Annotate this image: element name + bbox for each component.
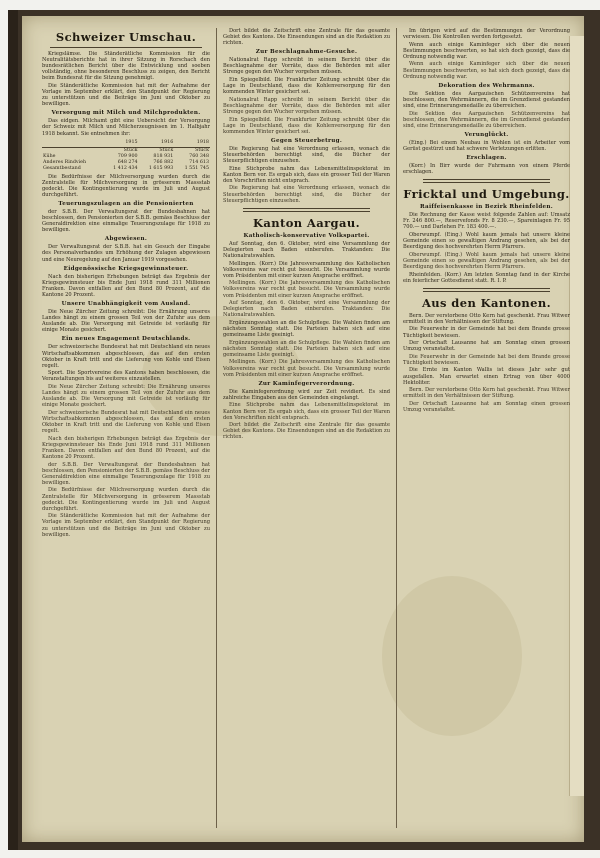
table-cell: 1 412 434 bbox=[113, 165, 138, 171]
article-heading: Zur Beschlagnahme-Gesuche. bbox=[255, 49, 358, 56]
table-unit: Stück bbox=[123, 147, 138, 153]
article-heading: Verunglückt. bbox=[464, 131, 509, 138]
table-cell: 709 900 bbox=[117, 153, 138, 159]
article-heading: Ein neues Engagement Deutschlands. bbox=[61, 336, 191, 343]
table-cell: 818 931 bbox=[153, 153, 174, 159]
article-paragraph: Die Regierung hat eine Verordnung erlassen, wonach die Steuerbehörden berechtigt sind, die Bücher der Steuerpflichtigen einzusehen. bbox=[223, 185, 390, 204]
article-paragraph: Die Rechnung der Kasse weist folgende Zahlen auf: Umsatz Fr. 246 800.—, Reservefonds Fr. 8 230.—, Spareinlagen Fr. 95 700.— und Darlehen Fr. 183 400.—. bbox=[403, 212, 570, 231]
book-cover bbox=[8, 10, 600, 850]
table-unit: Stück bbox=[159, 147, 174, 153]
table-cell: 760 348 bbox=[189, 153, 209, 159]
article-paragraph: Rheinfelden. (Korr.) Am letzten Sonntag fand in der Kirche ein feierlicher Gottesdienst statt. R. I. P. bbox=[403, 271, 570, 284]
table-cell: Anderes Rindvieh bbox=[43, 159, 87, 165]
article-paragraph: Mellingen. (Korr.) Die Jahresversammlung des Katholischen Volksvereins war recht gut besucht. Die Versammlung wurde vom Präsidenten mit einer kurzen Ansprache eröffnet. bbox=[223, 260, 390, 279]
book-spine bbox=[8, 10, 18, 850]
milk-table bbox=[42, 139, 210, 172]
table-header: 1915 bbox=[103, 139, 139, 148]
article-paragraph: Die Bedürfnisse der Milchversorgung wurden durch die Zentralstelle für Milchversorgung in grösserem Massstab gedeckt. Die Kontingentierung wurde im Juli und August durchgeführt. bbox=[42, 487, 210, 512]
article-paragraph: Die Neue Zürcher Zeitung schreibt: Die Ernährung unseres Landes hängt zu einem grossen Teil von der Zufuhr aus dem Auslande ab. Die Versorgung mit Getreide ist vorläufig für einige Monate gesichert. bbox=[42, 309, 210, 334]
columns bbox=[36, 28, 576, 828]
article-heading: Abgewiesen. bbox=[104, 236, 148, 243]
article-paragraph: Die Bedürfnisse der Milchversorgung wurden durch die Zentralstelle für Milchversorgung in grösserem Massstab gedeckt. Die Kontingentierung wurde im Juli und August durchgeführt. bbox=[42, 173, 210, 198]
article-heading: Versorgung mit Milch und Milchprodukten. bbox=[51, 110, 201, 117]
divider bbox=[243, 208, 370, 212]
article-paragraph: Bern. Der verstorbene Otto Kern hat geschenkt. Frau Witwer ermittelt in den Verhältnissen der Stiftung. bbox=[403, 312, 570, 325]
table-cell: Gesamtbestand bbox=[43, 165, 81, 171]
article-paragraph: der S.B.B. Der Verwaltungsrat der Bundesbahnen hat beschlossen, den Pensionierten der S.B.B. gemäss Beschluss der Generaldirektion eine einmalige Teuerungszulage für 1918 zu bewilligen. bbox=[42, 209, 210, 234]
article-paragraph: Nach den bisherigen Erhebungen beträgt das Ergebnis der Kriegsgewinnsteuer bis Ende Juni 1918 rund 311 Millionen Franken. Davon entfallen auf den Bund 80 Prozent, auf die Kantone 20 Prozent. bbox=[42, 435, 210, 460]
table-header: 1916 bbox=[139, 139, 175, 148]
divider bbox=[423, 288, 550, 292]
article-heading: Unsere Unabhängigkeit vom Ausland. bbox=[61, 301, 191, 308]
table-header bbox=[42, 139, 103, 148]
article-paragraph: der S.B.B. Der Verwaltungsrat der Bundesbahnen hat beschlossen, den Pensionierten der S.B.B. gemäss Beschluss der Generaldirektion eine einmalige Teuerungszulage für 1918 zu bewilligen. bbox=[42, 461, 210, 486]
article-paragraph: Die Feuerwehr in der Gemeinde hat bei dem Brande grosse Tüchtigkeit bewiesen. bbox=[403, 353, 570, 366]
article-paragraph: Auf Sonntag, den 6. Oktober, wird eine Versammlung der Delegierten nach Baden einberufen. Traktanden: Die Nationalratswahlen. bbox=[223, 300, 390, 319]
newspaper-page bbox=[22, 16, 584, 842]
article-paragraph: (Korr.) In Birr wurde der Fuhrmann von einem Pferde erschlagen. bbox=[403, 163, 570, 176]
article-paragraph: (Eing.) Bei einem Neubau in Wohlen ist ein Arbeiter vom Gerüst gestürzt und hat schwere Verletzungen erlitten. bbox=[403, 139, 570, 152]
article-paragraph: Nationalrat Rapp schreibt in seinem Bericht über die Beschlagnahme der Vorräte, dass die Behörden mit aller Strenge gegen den Wucher vorgehen müssen. bbox=[223, 57, 390, 76]
article-paragraph: Dort bildet die Zeitschrift eine Zentrale für das gesamte Gebiet des Kantons. Die Einsendungen sind an die Redaktion zu richten. bbox=[223, 422, 390, 441]
article-paragraph: Der schweizerische Bundesrat hat mit Deutschland ein neues Wirtschaftsabkommen abgeschlossen, das auf den ersten Oktober in Kraft tritt und die Lieferung von Kohle und Eisen regelt. bbox=[42, 409, 210, 435]
article-paragraph: Die Kaminfegerordnung wird zur Zeit revidiert. Es sind zahlreiche Eingaben aus den Gemeinden eingelangt. bbox=[223, 388, 390, 401]
article-paragraph: Nach den bisherigen Erhebungen beträgt das Ergebnis der Kriegsgewinnsteuer bis Ende Juni 1918 rund 311 Millionen Franken. Davon entfallen auf den Bund 80 Prozent, auf die Kantone 20 Prozent. bbox=[42, 273, 210, 298]
article-paragraph: Das eidgen. Milchamt gibt eine Uebersicht der Versorgung der Schweiz mit Milch und Milcherzeugnissen im 1. Halbjahr 1918 bekannt. Sie entnehmen ihr: bbox=[42, 118, 210, 137]
article-paragraph: Die Regierung hat eine Verordnung erlassen, wonach die Steuerbehörden berechtigt sind, die Bücher der Steuerpflichtigen einzusehen. bbox=[223, 145, 390, 165]
article-paragraph: Die Neue Zürcher Zeitung schreibt: Die Ernährung unseres Landes hängt zu einem grossen Teil von der Zufuhr aus dem Auslande ab. Die Versorgung mit Getreide ist vorläufig für einige Monate gesichert. bbox=[42, 383, 210, 409]
article-paragraph: Nationalrat Rapp schreibt in seinem Bericht über die Beschlagnahme der Vorräte, dass die Behörden mit aller Strenge gegen den Wucher vorgehen müssen. bbox=[223, 96, 390, 116]
article-paragraph: Der Ortschaft Lausanne hat am Sonntag einen grossen Umzug veranstaltet. bbox=[403, 400, 570, 414]
divider bbox=[50, 47, 202, 48]
article-paragraph: Oberwumpf. (Eing.) Wohl kaum jemals hat unsere kleine Gemeinde einen so gewaltigen Andrang gesehen, als bei der Beerdigung des hochverehrten Herrn Pfarrers. bbox=[403, 251, 570, 270]
article-heading: Teuerungszulagen an die Pensionierten bbox=[58, 201, 194, 207]
article-paragraph: Ergänzungswahlen an die Schulpflege. Die Wahlen finden am nächsten Sonntag statt. Die Parteien haben sich auf eine gemeinsame Liste geeinigt. bbox=[223, 339, 390, 358]
article-paragraph: Die Sektion des Aargauischen Schützenvereins hat beschlossen, den Wehrmännern, die im Grenzdienst gestanden sind, eine Erinnerungsmedaille zu überreichen. bbox=[403, 110, 570, 129]
article-paragraph: Auf Sonntag, den 6. Oktober, wird eine Versammlung der Delegierten nach Baden einberufen. Traktanden: Die Nationalratswahlen. bbox=[223, 240, 390, 259]
column-3 bbox=[396, 28, 576, 828]
article-paragraph: Die Sektion des Aargauischen Schützenvereins hat beschlossen, den Wehrmännern, die im Grenzdienst gestanden sind, eine Erinnerungsmedaille zu überreichen. bbox=[403, 90, 570, 109]
article-paragraph: Eine Stichprobe nahm das Lebensmittelinspektorat im Kanton Bern vor. Es ergab sich, dass ein grosser Teil der Waren den Vorschriften nicht entsprach. bbox=[223, 402, 390, 421]
article-paragraph: Ergänzungswahlen an die Schulpflege. Die Wahlen finden am nächsten Sonntag statt. Die Parteien haben sich auf eine gemeinsame Liste geeinigt. bbox=[223, 319, 390, 339]
table-cell: Kühe bbox=[43, 153, 56, 159]
article-paragraph: Die Ständerätliche Kommission hat mit der Aufnahme der Vorlage im September erklärt, den Standpunkt der Regierung zu unterstützen und die Beiträge im Juni und Oktober zu bewilligen. bbox=[42, 513, 210, 538]
section-title-schweizer-umschau: Schweizer Umschau. bbox=[55, 30, 197, 44]
article-paragraph: Im übrigen wird auf die Bestimmungen der Verordnung verwiesen. Die Kontrollen werden fortgesetzt. bbox=[403, 28, 570, 41]
table-unit: Stück bbox=[195, 147, 209, 153]
table-row bbox=[42, 166, 210, 172]
article-paragraph: Sport. Die Sportvereine des Kantons haben beschlossen, die Veranstaltungen bis auf weiteres einzustellen. bbox=[42, 370, 210, 383]
article-paragraph: Der Verwaltungsrat der S.B.B. hat ein Gesuch der Eingabe des Personalverbandes um Erhöhung der Zulagen abgewiesen und eine Neuregelung auf den Januar 1919 vorgesehen. bbox=[42, 244, 210, 263]
article-paragraph: Eine Stichprobe nahm das Lebensmittelinspektorat im Kanton Bern vor. Es ergab sich, dass ein grosser Teil der Waren den Vorschriften nicht entsprach. bbox=[223, 165, 390, 184]
section-title-kanton-aargau: Kanton Aargau. bbox=[252, 215, 361, 230]
article-heading: Eidgenössische Kriegsgewinnsteuer. bbox=[63, 265, 189, 272]
divider bbox=[423, 179, 550, 183]
table-cell: 1 615 993 bbox=[148, 165, 174, 171]
article-heading: Gegen Steuerbetrug. bbox=[270, 137, 343, 144]
article-paragraph: Die Ständerätliche Kommission hat mit der Aufnahme der Vorlage im September erklärt, den Standpunkt der Regierung zu unterstützen und die Beiträge im Juni und Oktober zu bewilligen. bbox=[42, 82, 210, 108]
article-heading: Erschlagen. bbox=[466, 155, 507, 161]
section-title-aus-den-kantonen: Aus den Kantonen. bbox=[421, 295, 552, 310]
table-cell: 766 882 bbox=[153, 159, 174, 165]
table-header: 1918 bbox=[174, 139, 210, 148]
table-cell: 648 274 bbox=[117, 159, 138, 165]
article-heading: Katholisch-konservative Volkspartei. bbox=[243, 232, 370, 239]
column-2 bbox=[216, 28, 396, 828]
article-paragraph: Wenn auch einige Kaminfeger sich über die neuen Bestimmungen beschwerten, so hat sich doch gezeigt, dass die Ordnung notwendig war. bbox=[403, 41, 570, 60]
table-cell: 1 551 745 bbox=[184, 165, 209, 171]
article-paragraph: Der schweizerische Bundesrat hat mit Deutschland ein neues Wirtschaftsabkommen abgeschlossen, das auf den ersten Oktober in Kraft tritt und die Lieferung von Kohle und Eisen regelt. bbox=[42, 344, 210, 369]
article-paragraph: Ein Spiegelbild. Die Frankfurter Zeitung schreibt über die Lage in Deutschland, dass die Kohlenversorgung für den kommenden Winter gesichert sei. bbox=[223, 77, 390, 96]
article-heading: Raiffeisenkasse in Bezirk Rheinfelden. bbox=[419, 204, 554, 211]
section-title-fricktal: Fricktal und Umgebung. bbox=[403, 187, 570, 202]
article-paragraph: Oberwumpf. (Eing.) Wohl kaum jemals hat unsere kleine Gemeinde einen so gewaltigen Andrang gesehen, als bei der Beerdigung des hochverehrten Herrn Pfarrers. bbox=[403, 231, 570, 251]
article-paragraph: Der Ortschaft Lausanne hat am Sonntag einen grossen Umzug veranstaltet. bbox=[403, 340, 570, 353]
article-paragraph: Wenn auch einige Kaminfeger sich über die neuen Bestimmungen beschwerten, so hat sich doch gezeigt, dass die Ordnung notwendig war. bbox=[403, 61, 570, 80]
table-cell: 714 613 bbox=[189, 159, 209, 165]
article-paragraph: Mellingen. (Korr.) Die Jahresversammlung des Katholischen Volksvereins war recht gut besucht. Die Versammlung wurde vom Präsidenten mit einer kurzen Ansprache eröffnet. bbox=[223, 280, 390, 299]
article-paragraph: Mellingen. (Korr.) Die Jahresversammlung des Katholischen Volksvereins war recht gut besucht. Die Versammlung wurde vom Präsidenten mit einer kurzen Ansprache eröffnet. bbox=[223, 359, 390, 378]
article-heading: Zur Kaminfegerverordnung. bbox=[258, 380, 355, 387]
article-paragraph: Kriegslämse. Die Ständerätliche Kommission für die Neutralitätsberichte hat in ihrer Sitzung in Rorschach den bundesrätlichen Bericht über die Entwicklung und soeben vollständig, ohne besonderen Beschluss zu zeigen, den Bericht beim Bundesrat für die Sitzung genehmigt. bbox=[42, 51, 210, 82]
article-paragraph: Bern. Der verstorbene Otto Kern hat geschenkt. Frau Witwer ermittelt in den Verhältnissen der Stiftung. bbox=[403, 387, 570, 400]
article-paragraph: Dort bildet die Zeitschrift eine Zentrale für das gesamte Gebiet des Kantons. Die Einsendungen sind an die Redaktion zu richten. bbox=[223, 28, 390, 47]
article-paragraph: Die Feuerwehr in der Gemeinde hat bei dem Brande grosse Tüchtigkeit bewiesen. bbox=[403, 326, 570, 339]
article-paragraph: Ein Spiegelbild. Die Frankfurter Zeitung schreibt über die Lage in Deutschland, dass die Kohlenversorgung für den kommenden Winter gesichert sei. bbox=[223, 116, 390, 135]
article-heading: Dekoration des Wehrmanns. bbox=[438, 82, 535, 89]
article-paragraph: Die Ernte im Kanton Wallis ist dieses Jahr sehr gut ausgefallen. Man erwartet einen Ertrag von über 4000 Hektoliter. bbox=[403, 367, 570, 386]
column-1 bbox=[36, 28, 216, 828]
